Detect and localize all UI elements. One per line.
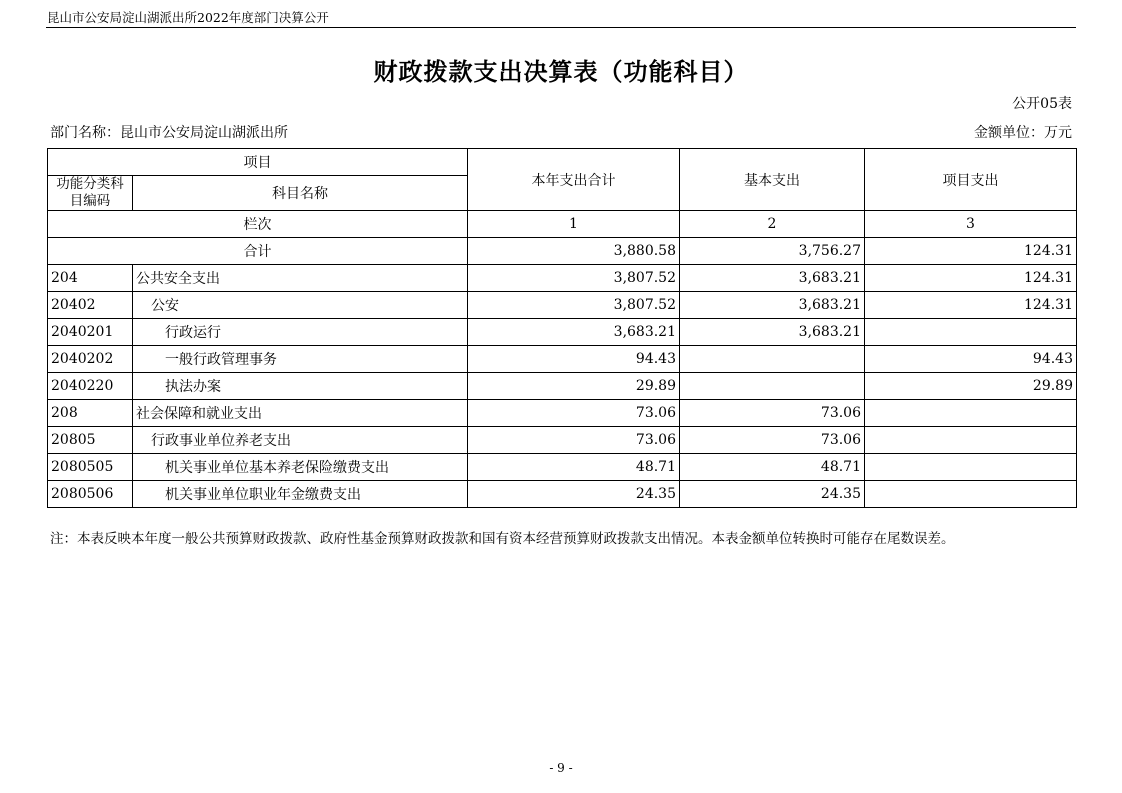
table-row [48, 319, 1077, 346]
row-code: 2040202 [48, 346, 133, 373]
table-row [48, 292, 1077, 319]
table-row [48, 454, 1077, 481]
row-total: 73.06 [468, 427, 680, 454]
row-project: 124.31 [865, 265, 1077, 292]
row-code: 2080506 [48, 481, 133, 508]
page-title: 财政拨款支出决算表（功能科目） [373, 58, 749, 86]
sum-row [48, 238, 1077, 265]
row-name: 行政运行 [133, 319, 468, 346]
row-name: 一般行政管理事务 [133, 346, 468, 373]
index-2: 2 [680, 211, 865, 238]
header-total: 本年支出合计 [468, 149, 680, 211]
header-project-expense: 项目支出 [865, 149, 1077, 211]
row-basic: 3,683.21 [680, 265, 865, 292]
row-code: 2040201 [48, 319, 133, 346]
sum-project: 124.31 [865, 238, 1077, 265]
header-project: 项目 [48, 149, 468, 176]
row-basic: 73.06 [680, 427, 865, 454]
row-project [865, 454, 1077, 481]
row-project [865, 481, 1077, 508]
row-basic: 3,683.21 [680, 292, 865, 319]
row-code: 208 [48, 400, 133, 427]
table-row [48, 427, 1077, 454]
row-code: 2080505 [48, 454, 133, 481]
row-basic [680, 373, 865, 400]
table-header-row [48, 149, 1077, 176]
row-name: 机关事业单位职业年金缴费支出 [133, 481, 468, 508]
table-row [48, 373, 1077, 400]
row-name: 社会保障和就业支出 [133, 400, 468, 427]
row-project: 124.31 [865, 292, 1077, 319]
row-code: 20402 [48, 292, 133, 319]
table-row [48, 265, 1077, 292]
index-3: 3 [865, 211, 1077, 238]
page-header: 昆山市公安局淀山湖派出所2022年度部门决算公开 [47, 10, 329, 25]
row-total: 3,683.21 [468, 319, 680, 346]
page-number: - 9 - [549, 761, 573, 775]
row-project: 94.43 [865, 346, 1077, 373]
table-row [48, 346, 1077, 373]
row-total: 29.89 [468, 373, 680, 400]
row-name: 执法办案 [133, 373, 468, 400]
row-code: 2040220 [48, 373, 133, 400]
header-code: 功能分类科目编码 [48, 176, 133, 211]
row-code: 20805 [48, 427, 133, 454]
table-row [48, 481, 1077, 508]
row-name: 机关事业单位基本养老保险缴费支出 [133, 454, 468, 481]
index-label: 栏次 [48, 211, 468, 238]
row-code: 204 [48, 265, 133, 292]
row-total: 73.06 [468, 400, 680, 427]
header-basic: 基本支出 [680, 149, 865, 211]
row-basic: 73.06 [680, 400, 865, 427]
header-divider [46, 27, 1076, 28]
sum-basic: 3,756.27 [680, 238, 865, 265]
row-total: 24.35 [468, 481, 680, 508]
row-basic: 3,683.21 [680, 319, 865, 346]
row-basic: 24.35 [680, 481, 865, 508]
index-1: 1 [468, 211, 680, 238]
row-basic [680, 346, 865, 373]
row-total: 3,807.52 [468, 292, 680, 319]
table-note: 注：本表反映本年度一般公共预算财政拨款、政府性基金预算财政拨款和国有资本经营预算财政拨款支出情况。本表金额单位转换时可能存在尾数误差。 [50, 531, 955, 547]
row-total: 3,807.52 [468, 265, 680, 292]
row-project [865, 400, 1077, 427]
sum-label: 合计 [48, 238, 468, 265]
row-name: 公共安全支出 [133, 265, 468, 292]
row-project [865, 427, 1077, 454]
table-row [48, 400, 1077, 427]
header-name: 科目名称 [133, 176, 468, 211]
form-number: 公开05表 [1012, 96, 1072, 112]
sum-total: 3,880.58 [468, 238, 680, 265]
amount-unit: 金额单位：万元 [974, 125, 1072, 141]
index-row [48, 211, 1077, 238]
expenditure-table [47, 148, 1077, 508]
row-project: 29.89 [865, 373, 1077, 400]
row-basic: 48.71 [680, 454, 865, 481]
row-project [865, 319, 1077, 346]
department-name: 部门名称：昆山市公安局淀山湖派出所 [50, 125, 288, 141]
row-total: 48.71 [468, 454, 680, 481]
row-name: 行政事业单位养老支出 [133, 427, 468, 454]
row-total: 94.43 [468, 346, 680, 373]
row-name: 公安 [133, 292, 468, 319]
